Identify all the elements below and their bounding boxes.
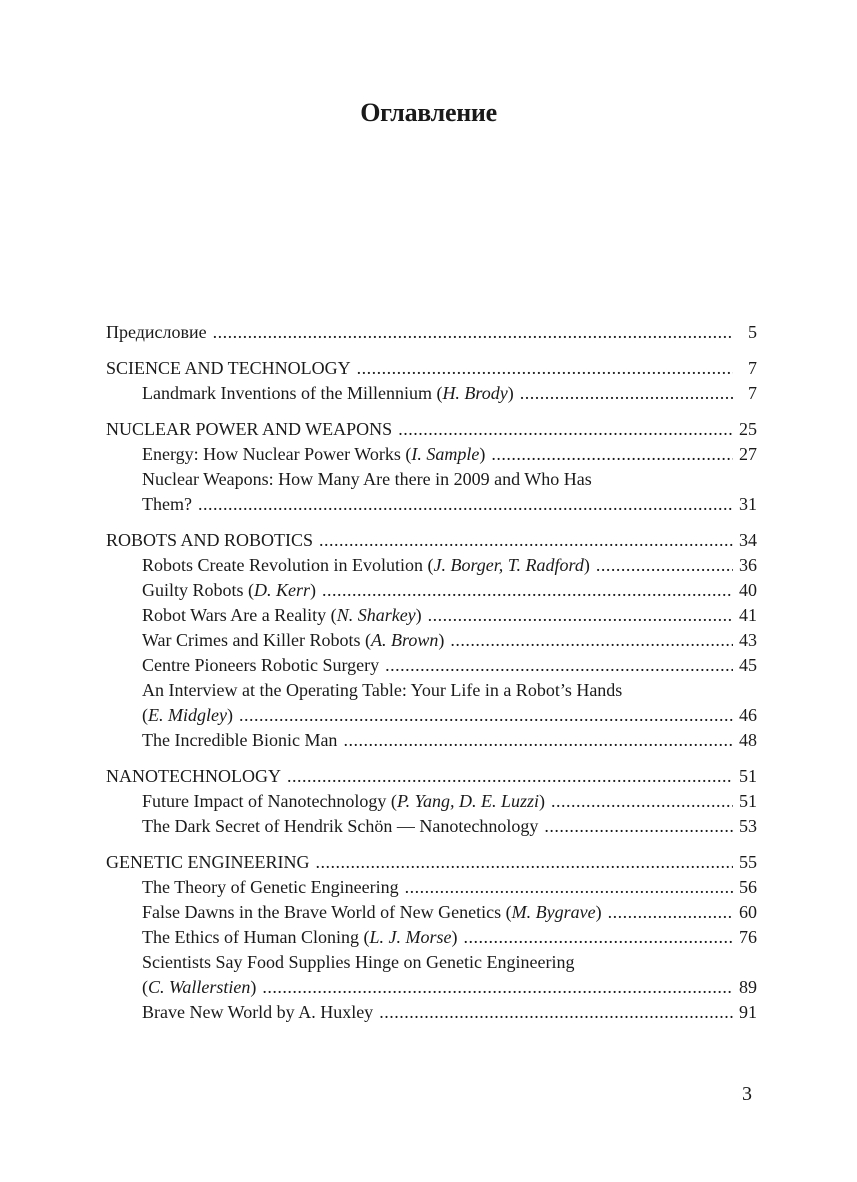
toc-entry-author: A. Brown	[371, 630, 439, 650]
toc-entry-page: 31	[739, 494, 757, 514]
toc-entry-close-paren: )	[479, 444, 486, 464]
toc-entry-title: Landmark Inventions of the Millennium (	[142, 383, 443, 403]
toc-entry-page: 43	[739, 630, 757, 650]
dot-leader	[428, 603, 733, 628]
toc-entry-title: The Theory of Genetic Engineering	[142, 877, 399, 897]
toc-entry-page: 45	[739, 655, 757, 675]
dot-leader	[319, 528, 733, 553]
toc-section-page: 55	[739, 852, 757, 872]
toc-entry-text	[142, 975, 256, 1000]
dot-leader	[198, 492, 733, 517]
dot-leader	[322, 578, 733, 603]
dot-leader	[315, 850, 733, 875]
toc-entry	[106, 320, 757, 345]
toc-entry-page: 41	[739, 605, 757, 625]
dot-leader	[491, 442, 733, 467]
dot-leader	[239, 703, 733, 728]
toc-section-heading	[106, 528, 757, 553]
toc-entry	[106, 875, 757, 900]
toc-preface-section	[106, 320, 757, 345]
toc-entry	[106, 703, 757, 728]
toc-entry-title: False Dawns in the Brave World of New Genetics (	[142, 902, 512, 922]
toc-entry-text	[142, 653, 379, 678]
dot-leader	[398, 417, 733, 442]
dot-leader	[287, 764, 733, 789]
toc-entry-text	[142, 728, 337, 753]
dot-leader	[262, 975, 733, 1000]
toc-entry-first-line: Scientists Say Food Supplies Hinge on Genetic Engineering	[142, 952, 575, 972]
toc-entry	[106, 381, 757, 406]
toc-entry	[106, 814, 757, 839]
toc-entry-close-paren: )	[250, 977, 257, 997]
toc-entry-text	[142, 814, 538, 839]
toc-entry-page: 53	[739, 816, 757, 836]
toc-section-page: 51	[739, 766, 757, 786]
dot-leader	[357, 356, 733, 381]
toc-entry	[106, 1000, 757, 1025]
toc-entry-author: I. Sample	[411, 444, 480, 464]
toc-entry	[106, 789, 757, 814]
dot-leader	[385, 653, 733, 678]
toc-entry-title: (	[142, 705, 148, 725]
toc-entry-title: Energy: How Nuclear Power Works (	[142, 444, 412, 464]
toc-entry-page: 76	[739, 927, 757, 947]
toc-entry-title: War Crimes and Killer Robots (	[142, 630, 372, 650]
toc-entry-text	[142, 925, 457, 950]
toc-entry-page: 5	[748, 322, 757, 342]
toc-entry-page: 51	[739, 791, 757, 811]
toc-section-page: 7	[748, 358, 757, 378]
toc-entry-title: Future Impact of Nanotechnology (	[142, 791, 397, 811]
toc-entry	[106, 603, 757, 628]
toc-entry-page: 7	[748, 383, 757, 403]
toc-entry-text	[142, 578, 316, 603]
toc-section-title: GENETIC ENGINEERING	[106, 852, 310, 872]
toc-entry-text	[142, 553, 590, 578]
table-of-contents	[106, 320, 757, 1036]
toc-entry-page: 40	[739, 580, 757, 600]
toc-entry-page: 36	[739, 555, 757, 575]
toc-entry-close-paren: )	[583, 555, 590, 575]
toc-entry	[106, 578, 757, 603]
toc-entry-page: 60	[739, 902, 757, 922]
toc-entry-title: Robot Wars Are a Reality (	[142, 605, 337, 625]
toc-entry-text	[142, 442, 485, 467]
toc-entry	[106, 442, 757, 467]
toc-entry-close-paren: )	[507, 383, 514, 403]
toc-section	[106, 764, 757, 839]
toc-section-title: ROBOTS AND ROBOTICS	[106, 530, 314, 550]
toc-entry-title: Brave New World by A. Huxley	[142, 1002, 374, 1022]
toc-section	[106, 356, 757, 406]
toc-entry	[106, 553, 757, 578]
toc-entry-title: (	[142, 977, 148, 997]
toc-section	[106, 528, 757, 753]
dot-leader	[405, 875, 733, 900]
toc-entry	[106, 925, 757, 950]
toc-entry-title: Centre Pioneers Robotic Surgery	[142, 655, 380, 675]
dot-leader	[213, 320, 733, 345]
toc-section-title: NANOTECHNOLOGY	[106, 766, 281, 786]
toc-entry-close-paren: )	[226, 705, 233, 725]
toc-section-title: NUCLEAR POWER AND WEAPONS	[106, 419, 393, 439]
page-title: Оглавление	[360, 98, 497, 127]
toc-entry-close-paren: )	[539, 791, 545, 811]
toc-entry-author: P. Yang, D. E. Luzzi	[396, 791, 539, 811]
toc-entry-text	[142, 1000, 373, 1025]
toc-entry-page: 91	[739, 1002, 757, 1022]
toc-section-page: 34	[739, 530, 757, 550]
toc-entry-close-paren: )	[438, 630, 445, 650]
toc-entry-close-paren: )	[310, 580, 317, 600]
toc-entry-page: 48	[739, 730, 757, 750]
toc-entry-text	[142, 628, 444, 653]
toc-entry-title: Them?	[142, 494, 192, 514]
toc-entry-page: 46	[739, 705, 757, 725]
toc-entry-page: 56	[739, 877, 757, 897]
toc-section-heading	[106, 850, 757, 875]
dot-leader	[551, 789, 733, 814]
toc-entry-first-line: Nuclear Weapons: How Many Are there in 2009 and Who Has	[142, 469, 592, 489]
toc-entry-author: C. Wallerstien	[148, 977, 251, 997]
toc-section-title: SCIENCE AND TECHNOLOGY	[106, 358, 351, 378]
toc-entry-author: L. J. Morse	[369, 927, 452, 947]
toc-entry-text	[142, 381, 514, 406]
dot-leader	[379, 1000, 733, 1025]
toc-entry	[106, 728, 757, 753]
toc-section	[106, 850, 757, 1025]
toc-entry-first-line: An Interview at the Operating Table: Your Life in a Robot’s Hands	[142, 680, 623, 700]
toc-entry-text	[142, 603, 422, 628]
toc-entry-page: 27	[739, 444, 757, 464]
toc-entry	[106, 653, 757, 678]
toc-entry-text	[142, 492, 192, 517]
dot-leader	[450, 628, 733, 653]
dot-leader	[463, 925, 733, 950]
toc-entry-close-paren: )	[415, 605, 422, 625]
toc-entry-title: Guilty Robots (	[142, 580, 255, 600]
toc-entry-title: The Incredible Bionic Man	[142, 730, 338, 750]
toc-entry-author: N. Sharkey	[336, 605, 416, 625]
toc-section-heading	[106, 764, 757, 789]
toc-entry-author: H. Brody	[442, 383, 508, 403]
toc-entry-title: Robots Create Revolution in Evolution (	[142, 555, 434, 575]
toc-entry-author: E. Midgley	[148, 705, 227, 725]
toc-entry	[106, 492, 757, 517]
toc-entry-author: J. Borger, T. Radford	[433, 555, 584, 575]
toc-entry-page: 89	[739, 977, 757, 997]
toc-entry-title: The Ethics of Human Cloning (	[142, 927, 370, 947]
toc-section-heading	[106, 417, 757, 442]
toc-entry	[106, 975, 757, 1000]
dot-leader	[520, 381, 733, 406]
toc-entry-close-paren: )	[595, 902, 602, 922]
page-number: 3	[742, 1083, 752, 1105]
toc-entry-text	[142, 789, 545, 814]
dot-leader	[544, 814, 733, 839]
toc-section-heading	[106, 356, 757, 381]
toc-entry	[106, 900, 757, 925]
toc-entry-close-paren: )	[451, 927, 458, 947]
toc-entry-text	[142, 875, 399, 900]
toc-entry-text	[142, 703, 233, 728]
dot-leader	[343, 728, 733, 753]
dot-leader	[608, 900, 733, 925]
toc-entry-text	[142, 900, 602, 925]
toc-section-page: 25	[739, 419, 757, 439]
toc-entry	[106, 628, 757, 653]
dot-leader	[596, 553, 733, 578]
toc-entry-author: M. Bygrave	[511, 902, 596, 922]
toc-entry-title: Предисловие	[106, 322, 207, 342]
toc-section	[106, 417, 757, 517]
toc-entry-author: D. Kerr	[254, 580, 311, 600]
toc-entry-title: The Dark Secret of Hendrik Schön — Nanotechnology	[142, 816, 539, 836]
